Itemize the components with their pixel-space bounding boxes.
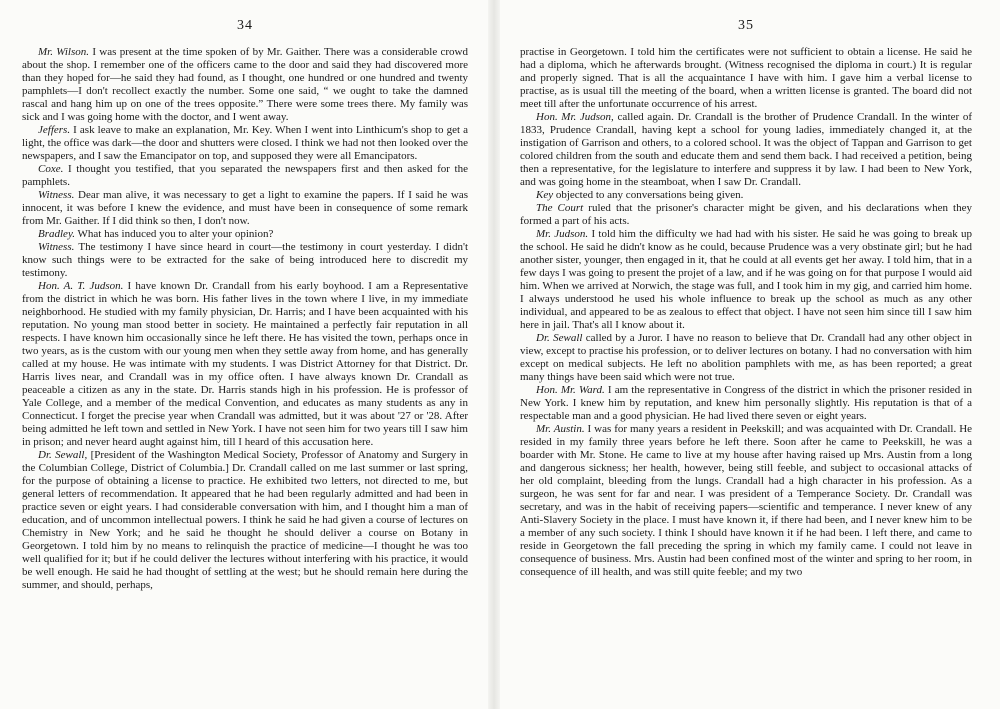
paragraph — [22, 124, 468, 163]
paragraph-text: I am the representative in Congress of the district in which the prisoner resided in New York. I knew him by reputation, and knew him personally slightly. His reputation is that of a respectable man and a good physician. He had lived there seven or eight years. — [520, 384, 972, 422]
speaker-name: Hon. A. T. Judson. — [38, 280, 124, 292]
page-text — [520, 46, 972, 579]
right-page — [520, 0, 972, 709]
paragraph-text: I was present at the time spoken of by Mr. Gaither. There was a considerable crowd about the shop. I remember one of the officers came to the door and said they had discovered more than they hoped for—he said they had found, as I thought, one hundred or one hundred and twenty pamphlets—I don't recollect exactly the number. Some one said, “ we ought to take the damned rascal and hang him up on one of the trees opposite.” There were some trees there. My family was sick and I was going home with the doctor, and I went away. — [22, 46, 468, 123]
paragraph-text: objected to any conversations being given. — [555, 189, 744, 201]
paragraph-text: I told him the difficulty we had had with his sister. He said he was going to break up the school. He said he didn't know as he could, because Prudence was a very obstinate girl; but he had another sister, younger, then engaged in it, that he could at all events get her away. I told him, that in a few days I was going to present the projet of a law, and if he was going on for that purpose I would aid him. When we arrived at Norwich, the stage was full, and I took him in my gig, and carried him home. I always understood he used his whole influence to break up the school as much as any other individual, and appeared to be as zealous to effect that object. I have not seen him since till I saw him here in jail. That's all I know about it. — [520, 228, 972, 331]
left-page — [22, 0, 468, 709]
paragraph-text: Dear man alive, it was necessary to get a light to examine the papers. If I said he was innocent, it was before I knew the evidence, and must have been in consequence of some remark from Mr. Gaither. If I did think so then, I don't now. — [22, 189, 468, 227]
speaker-name: Witness. — [38, 189, 75, 201]
paragraph — [22, 46, 468, 124]
speaker-name: Dr. Sewall, — [38, 449, 88, 461]
speaker-name: Mr. Wilson. — [38, 46, 89, 58]
speaker-name: The Court — [536, 202, 584, 214]
page-text — [22, 46, 468, 592]
paragraph — [520, 384, 972, 423]
paragraph — [22, 228, 468, 241]
paragraph — [520, 111, 972, 189]
speaker-name: Hon. Mr. Judson, — [536, 111, 614, 123]
paragraph — [22, 280, 468, 449]
paragraph-text: I ask leave to make an explanation, Mr. Key. When I went into Linthicum's shop to get a light, the office was dark—the door and shutters were closed. I think we had not then looked over the newspapers, and I saw the Emancipator on top, and supposed they were all Emancipators. — [22, 124, 468, 162]
speaker-name: Witness. — [38, 241, 75, 253]
page-number: 34 — [237, 18, 253, 33]
paragraph — [22, 163, 468, 189]
paragraph-text: called again. Dr. Crandall is the brother of Prudence Crandall. In the winter of 1833, Prudence Crandall, having kept a school for young ladies, immediately changed it, at the instigation of Garrison and others, to a colored school. It was the object of Tappan and Garrison to get colored children from the south and educate them and send them back. I had received a petition, being then a representative, for the legislature to interfere and suppress it by law. I had been to New York, and was going home in the steamboat, when I saw Dr. Crandall. — [520, 111, 972, 188]
paragraph-text: [President of the Washington Medical Society, Professor of Anatomy and Surgery in the Columbian College, District of Columbia.] Dr. Crandall called on me last summer or last spring, for the purpose of obtaining a license to practice. He exhibited two letters, not directed to me, but general letters of recommendation. It appeared that he had been regularly admitted and had been in practice seven or eight years. I had considerable conversation with him, and I thought him a man of education, and of uncommon intellectual powers. I think he said he had given a course of lectures on Chemistry in New York; and he said he thought he should deliver a course on Botany in Georgetown. I told him by no means to relinquish the practice of medicine—I thought he was too well qualified for it; but if he could deliver the lectures without interfering with his practice, it would be well enough. He said he had thought of settling at the west; but he should remain here during the summer, and should, perhaps, — [22, 449, 468, 591]
speaker-name: Dr. Sewall — [536, 332, 583, 344]
paragraph-text: What has induced you to alter your opinion? — [77, 228, 274, 240]
paragraph — [520, 189, 972, 202]
paragraph — [520, 332, 972, 384]
paragraph — [520, 202, 972, 228]
paragraph-text: ruled that the prisoner's character might be given, and his declarations when they formed a part of his acts. — [520, 202, 972, 227]
paragraph — [520, 228, 972, 332]
speaker-name: Mr. Austin. — [536, 423, 585, 435]
paragraph-text: I thought you testified, that you separated the newspapers first and then asked for the pamphlets. — [22, 163, 468, 188]
paragraph — [520, 423, 972, 579]
paragraph — [520, 46, 972, 111]
paragraph — [22, 449, 468, 592]
paragraph — [22, 189, 468, 228]
speaker-name: Hon. Mr. Ward. — [536, 384, 605, 396]
speaker-name: Jeffers. — [38, 124, 71, 136]
page-gutter — [488, 0, 500, 709]
speaker-name: Key — [536, 189, 554, 201]
paragraph-text: called by a Juror. I have no reason to believe that Dr. Crandall had any other object in view, except to practise his profession, or to deliver lectures on botany. I had no conversation with him except on medical subjects. He left no abolition pamphlets with me, as has been reported; a great many things have been said which were not true. — [520, 332, 972, 383]
paragraph — [22, 241, 468, 280]
paragraph-text: I have known Dr. Crandall from his early boyhood. I am a Representative from the district in which he was born. His father lives in the town where I live, in my immediate neighborhood. He studied with my family physician, Dr. Harris; and I have been acquainted with his reputation. No young man stood better in society. He maintained a perfectly fair reputation in all respects. I have known him occasionally since he left there. He has visited the town, perhaps once in two years, as is the custom with our young men when they settle away from home, and has generally called at my house. He was intimate with my students. I was District Attorney for that District. Dr. Harris lives near, and Crandall was in my office often. I have always known Dr. Crandall as peaceable a citizen as any in the state. Dr. Harris stands high in his profession. He is professor of Yale College, and a member of the medical Convention, and educates as many students as any in Connecticut. I forget the precise year when Crandall was admitted, but it was about '27 or '28. After being admitted he left town and settled in New York. I have not seen him for two years till I saw him in prison; and never heard aught against him, till I heard of this accusation here. — [22, 280, 468, 448]
page-number: 35 — [738, 18, 754, 33]
paragraph-text: The testimony I have since heard in court—the testimony in court yesterday. I didn't know such things were to be extracted for the sake of being introduced here to discredit my testimony. — [22, 241, 468, 279]
paragraph-text: I was for many years a resident in Peekskill; and was acquainted with Dr. Crandall. He resided in my family three years before he left there. Soon after he came to Peekskill, he was a boarder with Mr. Stone. He came to live at my house after having raised up Mrs. Austin from a long and dangerous sickness; her health, however, being still feeble, and subject to occasional attacks of her old complaint, bleeding from the lungs. Crandall had a high character in his profession. As a surgeon, he was sent for far and near. I was president of a Temperance Society. Dr. Crandall was secretary, and was in the habit of receiving papers—scientific and temperance. I never knew of any Anti-Slavery Society in the place. I must have known it, if there had been, and I never knew him to be a member of any such society. I think I should have known it if he had been. I left there, and came to reside in Georgetown the fall preceding the spring in which my family came. I could not leave in consequence of business. Mrs. Austin had been confined most of the winter and spring to her room, in consequence of ill health, and was still quite feeble; and my two — [520, 423, 972, 578]
speaker-name: Bradley. — [38, 228, 75, 240]
paragraph-text: practise in Georgetown. I told him the certificates were not sufficient to obtain a license. He said he had a diploma, which he afterwards brought. (Witness recognised the diploma in court.) It is regular and properly signed. That is all the acquaintance I have with him. I gave him a verbal license to practise, as is usual till the meeting of the board, when a written license is granted. The board did not meet till after the unfortunate occurrence of his arrest. — [520, 46, 972, 110]
speaker-name: Coxe. — [38, 163, 64, 175]
speaker-name: Mr. Judson. — [536, 228, 589, 240]
